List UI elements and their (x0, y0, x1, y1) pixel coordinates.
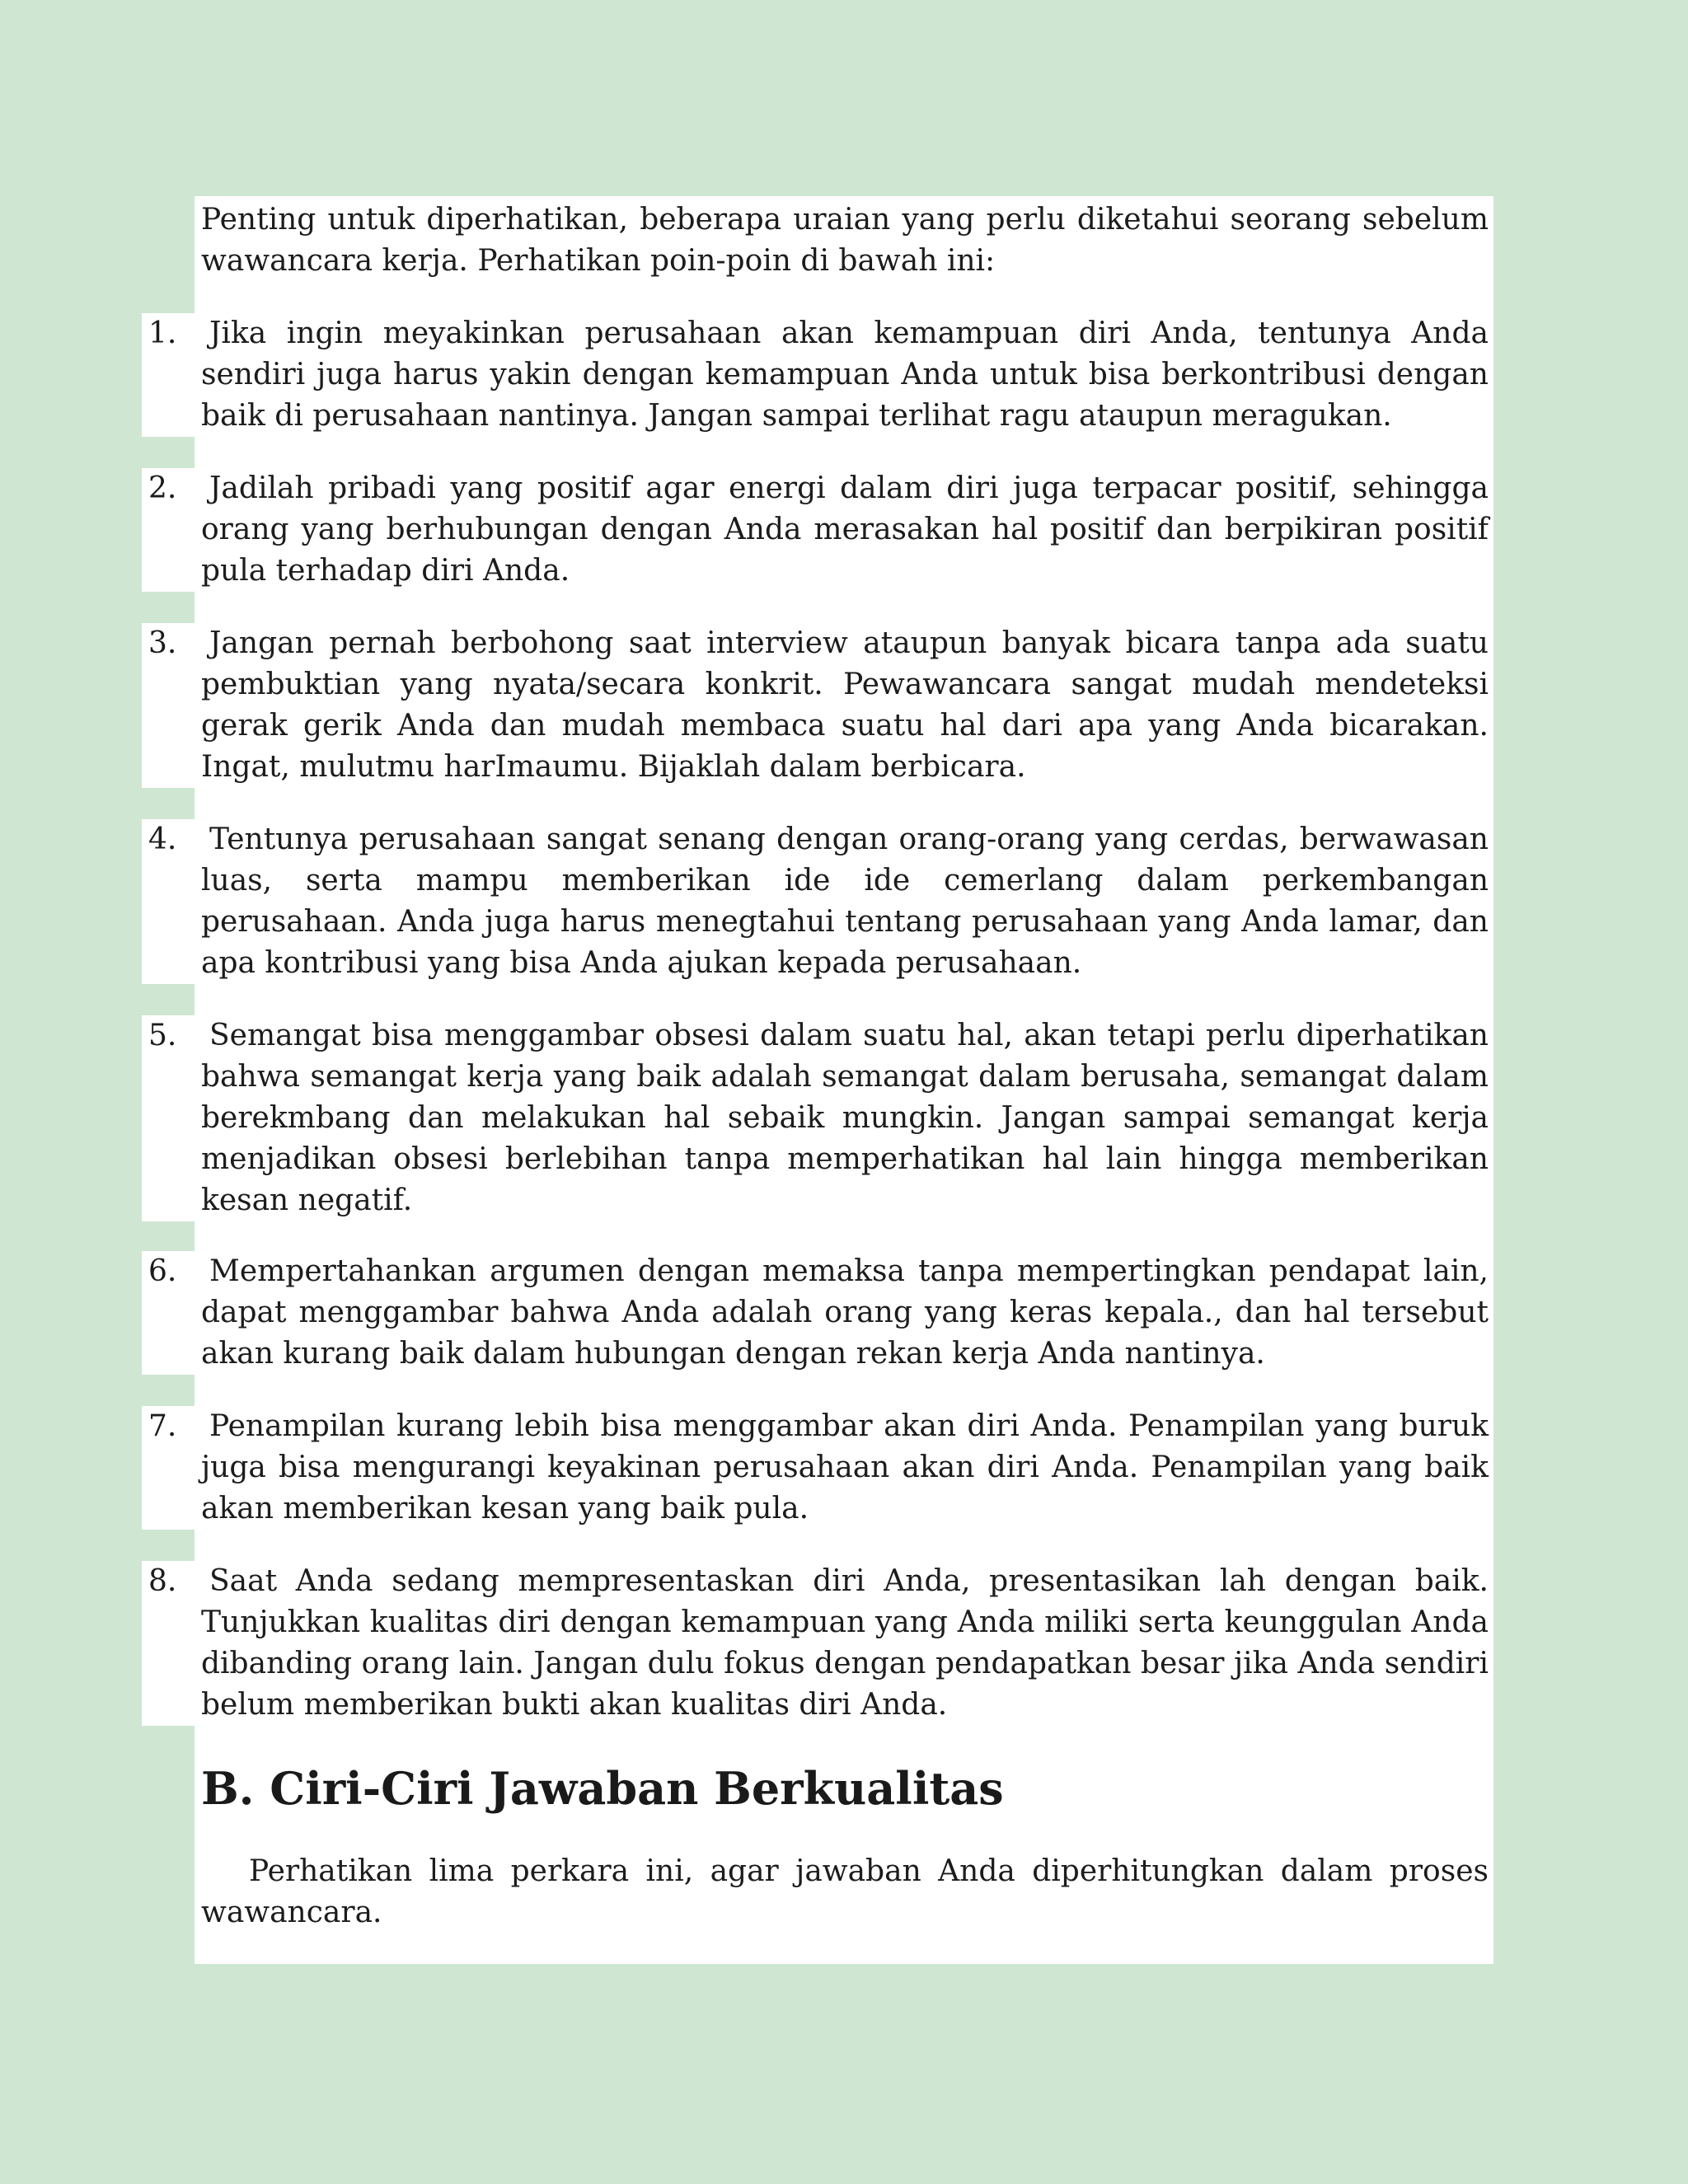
list-number: 7. (148, 1409, 177, 1443)
list-number: 6. (148, 1254, 177, 1288)
list-number: 2. (148, 471, 177, 505)
list-item-text: Penampilan kurang lebih bisa menggambar akan diri Anda. Penampilan yang buruk juga bisa mengurangi keyakinan perusahaan akan diri Anda. Penampilan yang baik akan memberikan kesan yang baik pula. (201, 1409, 1489, 1526)
list-item-text: Tentunya perusahaan sangat senang dengan orang-orang yang cerdas, berwawasan luas, serta mampu memberikan ide ide cemerlang dalam perkembangan perusahaan. Anda juga harus menegtahui tentang perusahaan yang Anda lamar, dan apa kontribusi yang bisa Anda ajukan kepada perusahaan. (201, 823, 1489, 980)
list-number: 8. (148, 1564, 177, 1598)
section-heading: B. Ciri-Ciri Jawaban Berkualitas (201, 1762, 1004, 1815)
list-number: 5. (148, 1019, 177, 1052)
closing-paragraph: Perhatikan lima perkara ini, agar jawaban Anda diperhitungkan dalam proses wawancara. (201, 1854, 1489, 1929)
intro-paragraph: Penting untuk diperhatikan, beberapa uraian yang perlu diketahui seorang sebelum wawancara kerja. Perhatikan poin-poin di bawah ini: (201, 203, 1489, 278)
list-number: 1. (148, 316, 177, 350)
list-item-text: Jika ingin meyakinkan perusahaan akan kemampuan diri Anda, tentunya Anda sendiri juga harus yakin dengan kemampuan Anda untuk bisa berkontribusi dengan baik di perusahaan nantinya. Jangan sampai terlihat ragu ataupun meragukan. (201, 316, 1489, 433)
list-item-text: Jangan pernah berbohong saat interview ataupun banyak bicara tanpa ada suatu pembuktian yang nyata/secara konkrit. Pewawancara sangat mudah mendeteksi gerak gerik Anda dan mudah membaca suatu hal dari apa yang Anda bicarakan. Ingat, mulutmu harImaumu. Bijaklah dalam berbicara. (201, 626, 1489, 784)
list-number: 3. (148, 626, 177, 660)
list-item-text: Saat Anda sedang mempresentaskan diri Anda, presentasikan lah dengan baik. Tunjukkan kualitas diri dengan kemampuan yang Anda miliki serta keunggulan Anda dibanding orang lain. Jangan dulu fokus dengan pendapatkan besar jika Anda sendiri belum memberikan bukti akan kualitas diri Anda. (201, 1564, 1489, 1722)
list-item-text: Semangat bisa menggambar obsesi dalam suatu hal, akan tetapi perlu diperhatikan bahwa semangat kerja yang baik adalah semangat dalam berusaha, semangat dalam berekmbang dan melakukan hal sebaik mungkin. Jangan sampai semangat kerja menjadikan obsesi berlebihan tanpa memperhatikan hal lain hingga memberikan kesan negatif. (201, 1019, 1489, 1217)
list-item-text: Jadilah pribadi yang positif agar energi dalam diri juga terpacar positif, sehingga orang yang berhubungan dengan Anda merasakan hal positif dan berpikiran positif pula terhadap diri Anda. (201, 471, 1489, 588)
list-number: 4. (148, 823, 177, 856)
list-item-text: Mempertahankan argumen dengan memaksa tanpa mempertingkan pendapat lain, dapat menggambar bahwa Anda adalah orang yang keras kepala., dan hal tersebut akan kurang baik dalam hubungan dengan rekan kerja Anda nantinya. (201, 1254, 1489, 1371)
